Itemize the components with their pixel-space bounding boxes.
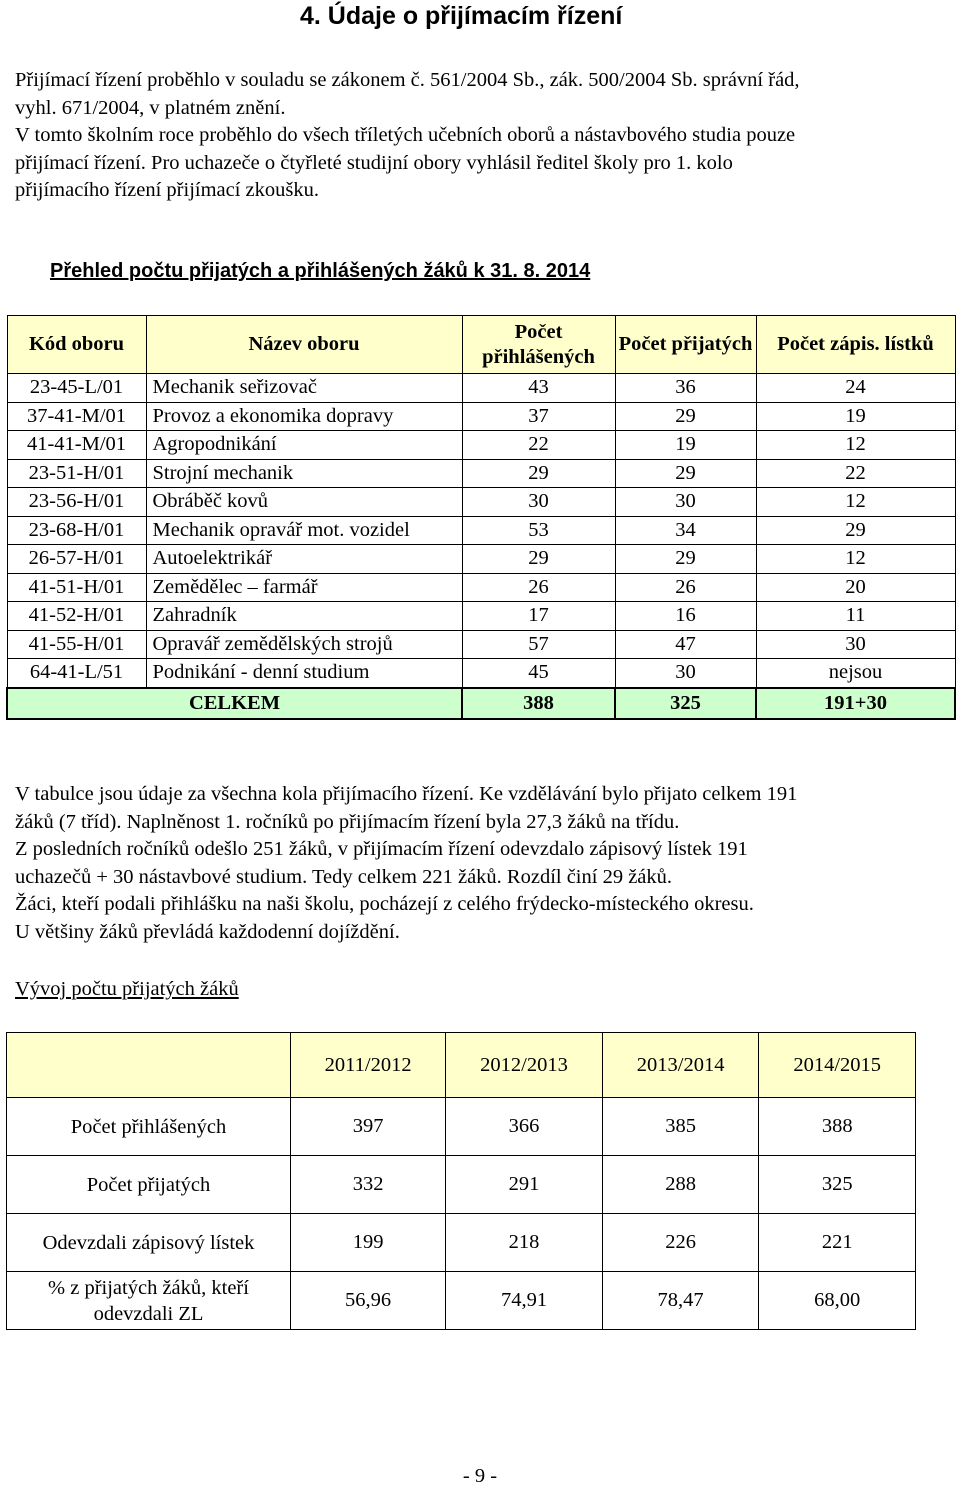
summary-line: Z posledních ročníků odešlo 251 žáků, v přijímacím řízení odevzdalo zápisový lístek 191: [15, 838, 748, 860]
table-row: [7, 1098, 916, 1156]
enrolled-count: 12: [756, 431, 955, 460]
header-enrolled: Počet zápis. lístků: [756, 316, 955, 374]
table-row: [7, 1156, 916, 1214]
field-code: 37-41-M/01: [7, 402, 146, 431]
field-name: Zahradník: [146, 602, 462, 631]
year-value: 56,96: [291, 1272, 446, 1330]
table-row: [7, 659, 955, 688]
field-name: Zemědělec – farmář: [146, 573, 462, 602]
year-header: 2013/2014: [602, 1033, 759, 1098]
field-code: 23-51-H/01: [7, 459, 146, 488]
admitted-count: 47: [615, 630, 756, 659]
trend-corner: [7, 1033, 291, 1098]
summary-line: V tabulce jsou údaje za všechna kola přijímacího řízení. Ke vzdělávání bylo přijato celkem 191: [15, 783, 798, 805]
header-code: Kód oboru: [7, 316, 146, 374]
table-row: [7, 459, 955, 488]
year-value: 226: [602, 1214, 759, 1272]
summary-line: žáků (7 tříd). Naplněnost 1. ročníků po přijímacím řízení byla 27,3 žáků na třídu.: [15, 810, 680, 833]
total-row: [7, 688, 955, 719]
summary-line: U většiny žáků převládá každodenní dojíždění.: [15, 920, 400, 943]
enrolled-count: 22: [756, 459, 955, 488]
admissions-table: [6, 315, 956, 720]
admitted-count: 29: [615, 459, 756, 488]
page-number: - 9 -: [462, 1465, 498, 1487]
summary-paragraph: [15, 781, 947, 946]
trend-table: [6, 1032, 916, 1330]
admitted-count: 19: [615, 431, 756, 460]
trend-heading: Vývoj počtu přijatých žáků: [15, 978, 239, 1000]
header-applied: Počet přihlášených: [462, 316, 615, 374]
admitted-count: 29: [615, 402, 756, 431]
table-row: [7, 545, 955, 574]
admitted-count: 26: [615, 573, 756, 602]
applied-count: 57: [462, 630, 615, 659]
intro-line: přijímací řízení. Pro uchazeče o čtyřleté studijní obory vyhlásil ředitel školy pro 1. kolo: [15, 151, 733, 174]
field-name: Podnikání - denní studium: [146, 659, 462, 688]
field-code: 26-57-H/01: [7, 545, 146, 574]
applied-count: 22: [462, 431, 615, 460]
year-header: 2014/2015: [759, 1033, 916, 1098]
enrolled-count: 12: [756, 488, 955, 517]
table-row: [7, 516, 955, 545]
table-row: [7, 630, 955, 659]
field-code: 41-55-H/01: [7, 630, 146, 659]
applied-count: 26: [462, 573, 615, 602]
applied-count: 30: [462, 488, 615, 517]
field-name: Agropodnikání: [146, 431, 462, 460]
summary-line: Žáci, kteří podali přihlášku na naši školu, pocházejí z celého frýdecko-místeckého okresu.: [15, 893, 754, 915]
applied-count: 43: [462, 374, 615, 403]
intro-line: přijímacího řízení přijímací zkoušku.: [15, 179, 319, 201]
admitted-count: 30: [615, 488, 756, 517]
field-name: Autoelektrikář: [146, 545, 462, 574]
year-value: 325: [759, 1156, 916, 1214]
header-name: Název oboru: [146, 316, 462, 374]
admitted-count: 29: [615, 545, 756, 574]
admitted-count: 16: [615, 602, 756, 631]
intro-line: Přijímací řízení proběhlo v souladu se zákonem č. 561/2004 Sb., zák. 500/2004 Sb. správní řád,: [15, 69, 800, 91]
enrolled-count: 30: [756, 630, 955, 659]
admitted-count: 30: [615, 659, 756, 688]
row-label: % z přijatých žáků, kteří odevzdali ZL: [7, 1272, 291, 1330]
field-name: Mechanik opravář mot. vozidel: [146, 516, 462, 545]
table-row: [7, 431, 955, 460]
table-row: [7, 1214, 916, 1272]
applied-count: 53: [462, 516, 615, 545]
year-value: 385: [602, 1098, 759, 1156]
summary-line: uchazečů + 30 nástavbové studium. Tedy celkem 221 žáků. Rozdíl činí 29 žáků.: [15, 865, 673, 888]
year-value: 366: [446, 1098, 603, 1156]
enrolled-count: 11: [756, 602, 955, 631]
admitted-count: 36: [615, 374, 756, 403]
applied-count: 45: [462, 659, 615, 688]
applied-count: 29: [462, 459, 615, 488]
year-value: 388: [759, 1098, 916, 1156]
intro-line: vyhl. 671/2004, v platném znění.: [15, 96, 286, 119]
table-row: [7, 1272, 916, 1330]
field-name: Provoz a ekonomika dopravy: [146, 402, 462, 431]
year-value: 332: [291, 1156, 446, 1214]
table-row: [7, 488, 955, 517]
field-name: Obráběč kovů: [146, 488, 462, 517]
year-value: 199: [291, 1214, 446, 1272]
year-value: 397: [291, 1098, 446, 1156]
enrolled-count: 24: [756, 374, 955, 403]
field-code: 41-52-H/01: [7, 602, 146, 631]
enrolled-count: 20: [756, 573, 955, 602]
row-label: Počet přihlášených: [7, 1098, 291, 1156]
field-code: 23-56-H/01: [7, 488, 146, 517]
header-admitted: Počet přijatých: [615, 316, 756, 374]
year-value: 78,47: [602, 1272, 759, 1330]
total-applied: 388: [462, 688, 615, 719]
overview-heading: Přehled počtu přijatých a přihlášených žáků k 31. 8. 2014: [50, 260, 591, 282]
row-label: Počet přijatých: [7, 1156, 291, 1214]
year-value: 68,00: [759, 1272, 916, 1330]
intro-paragraph: [15, 67, 947, 205]
total-admitted: 325: [615, 688, 756, 719]
field-code: 23-45-L/01: [7, 374, 146, 403]
table-row: [7, 602, 955, 631]
enrolled-count: 29: [756, 516, 955, 545]
year-value: 218: [446, 1214, 603, 1272]
year-header: 2011/2012: [291, 1033, 446, 1098]
total-enrolled: 191+30: [756, 688, 955, 719]
enrolled-count: 12: [756, 545, 955, 574]
intro-line: V tomto školním roce proběhlo do všech tříletých učebních oborů a nástavbového studia pouze: [15, 124, 796, 146]
field-code: 41-51-H/01: [7, 573, 146, 602]
field-code: 64-41-L/51: [7, 659, 146, 688]
field-code: 41-41-M/01: [7, 431, 146, 460]
field-name: Strojní mechanik: [146, 459, 462, 488]
year-value: 291: [446, 1156, 603, 1214]
enrolled-count: nejsou: [756, 659, 955, 688]
admitted-count: 34: [615, 516, 756, 545]
applied-count: 17: [462, 602, 615, 631]
field-name: Mechanik seřizovač: [146, 374, 462, 403]
year-value: 288: [602, 1156, 759, 1214]
year-value: 221: [759, 1214, 916, 1272]
total-label: CELKEM: [7, 688, 462, 719]
table-row: [7, 402, 955, 431]
trend-header-row: [7, 1033, 916, 1098]
table-row: [7, 573, 955, 602]
table-row: [7, 374, 955, 403]
enrolled-count: 19: [756, 402, 955, 431]
field-code: 23-68-H/01: [7, 516, 146, 545]
section-title: 4. Údaje o přijímacím řízení: [300, 2, 623, 30]
row-label: Odevzdali zápisový lístek: [7, 1214, 291, 1272]
year-header: 2012/2013: [446, 1033, 603, 1098]
year-value: 74,91: [446, 1272, 603, 1330]
admissions-header-row: [7, 316, 955, 374]
applied-count: 29: [462, 545, 615, 574]
field-name: Opravář zemědělských strojů: [146, 630, 462, 659]
applied-count: 37: [462, 402, 615, 431]
